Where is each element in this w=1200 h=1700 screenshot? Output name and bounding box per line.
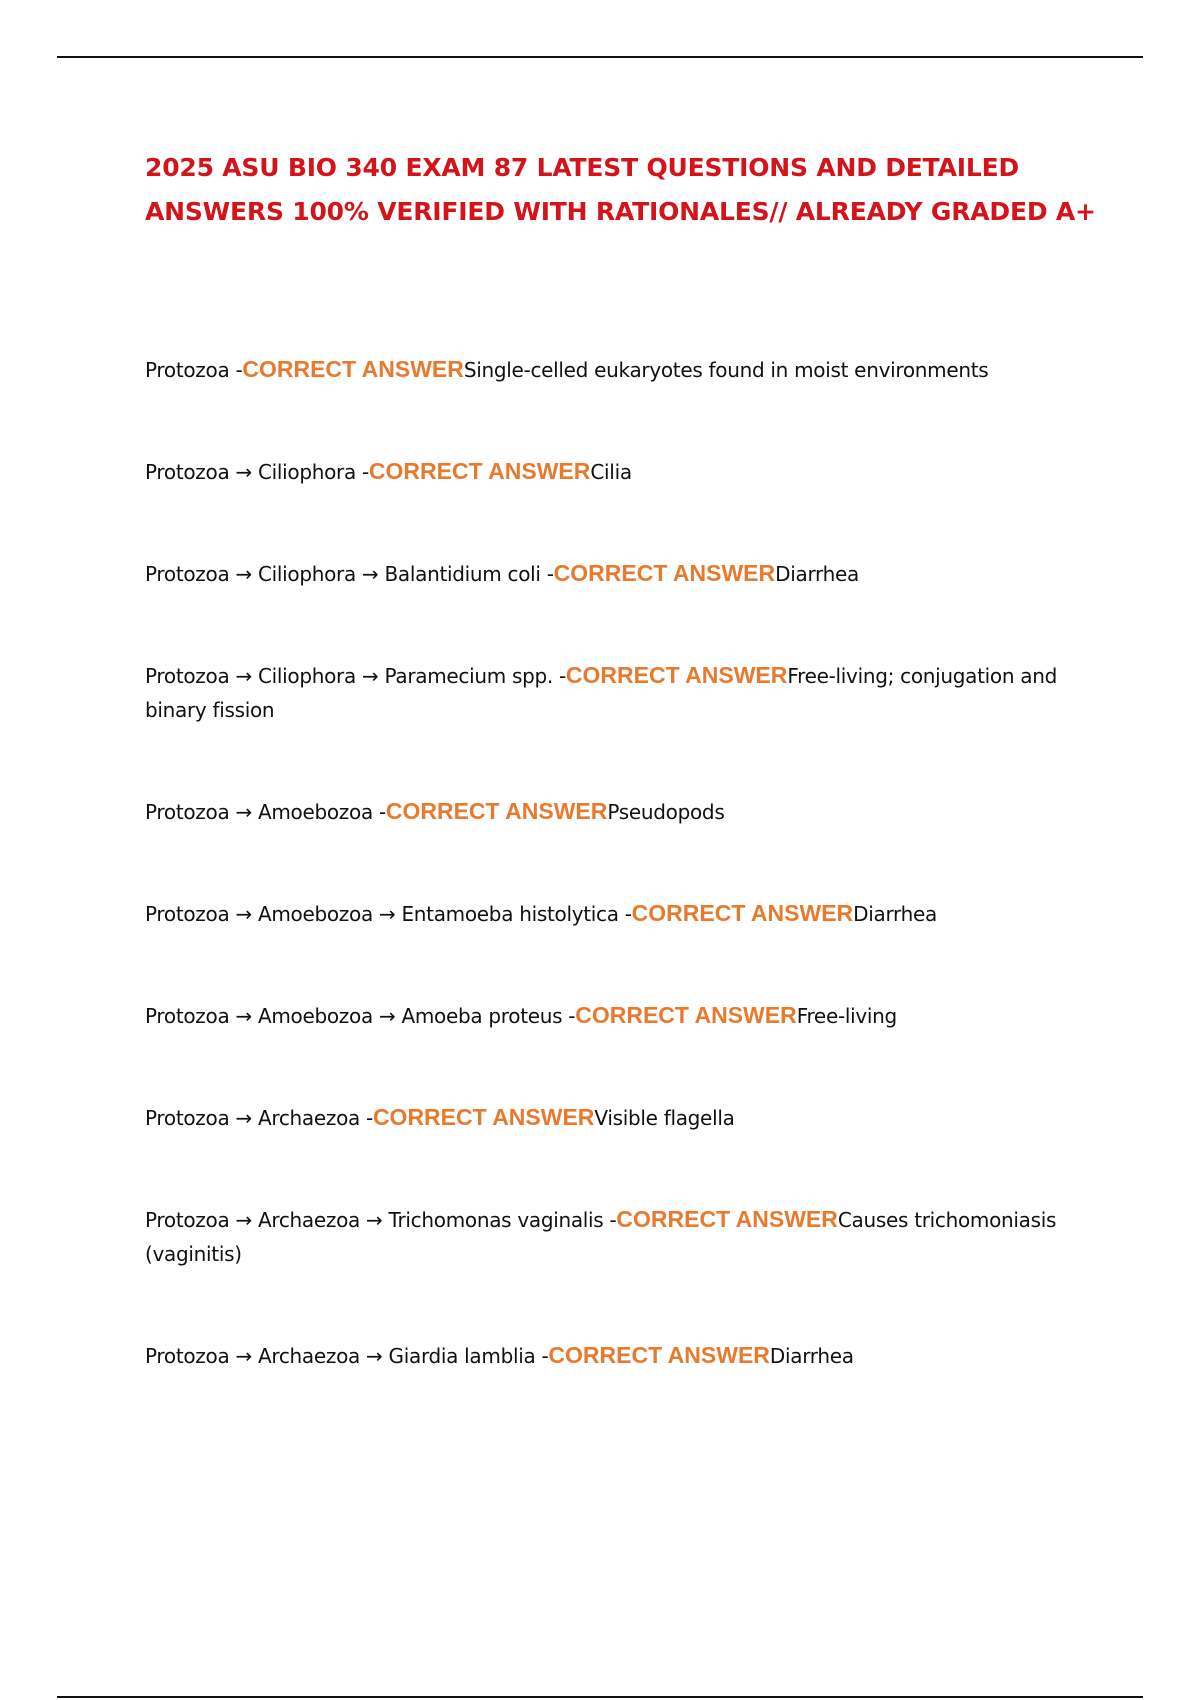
answer-text: Diarrhea (853, 902, 937, 926)
correct-answer-marker: CORRECT ANSWER (616, 1206, 838, 1232)
correct-answer-marker: CORRECT ANSWER (242, 356, 464, 382)
answer-text: Cilia (590, 460, 632, 484)
qa-item (145, 794, 1095, 829)
qa-item (145, 352, 1095, 387)
question-text: Protozoa → Ciliophora → Balantidium coli - (145, 562, 554, 586)
correct-answer-marker: CORRECT ANSWER (553, 560, 776, 586)
qa-item (145, 556, 1095, 591)
question-text: Protozoa → Archaezoa → Trichomonas vaginalis - (145, 1208, 617, 1232)
correct-answer-marker: CORRECT ANSWER (548, 1342, 770, 1368)
question-text: Protozoa → Amoebozoa → Entamoeba histolytica - (145, 902, 632, 926)
question-text: Protozoa → Archaezoa - (145, 1106, 373, 1130)
answer-text: Causes trichomoniasis (vaginitis) (145, 1208, 1057, 1266)
header-rule (57, 56, 1143, 58)
qa-item (145, 454, 1095, 489)
answer-text: Diarrhea (775, 562, 859, 586)
answer-text: Free-living; conjugation and binary fission (145, 664, 1058, 722)
correct-answer-marker: CORRECT ANSWER (565, 662, 788, 688)
question-text: Protozoa → Ciliophora → Paramecium spp. - (145, 664, 566, 688)
correct-answer-marker: CORRECT ANSWER (631, 900, 854, 926)
correct-answer-marker: CORRECT ANSWER (575, 1002, 797, 1028)
question-text: Protozoa - (145, 358, 243, 382)
answer-text: Single-celled eukaryotes found in moist environments (463, 358, 989, 382)
answer-text: Free-living (796, 1004, 897, 1028)
answer-text: Visible flagella (594, 1106, 735, 1130)
answer-text: Diarrhea (769, 1344, 854, 1368)
qa-item (145, 896, 1095, 931)
answer-text: Pseudopods (607, 800, 725, 824)
qa-item (145, 1338, 1095, 1373)
qa-item (145, 1202, 1095, 1271)
correct-answer-marker: CORRECT ANSWER (385, 798, 608, 824)
question-text: Protozoa → Ciliophora - (145, 460, 369, 484)
qa-item (145, 1100, 1095, 1135)
question-text: Protozoa → Archaezoa → Giardia lamblia - (145, 1344, 549, 1368)
qa-item (145, 998, 1095, 1033)
qa-list (145, 352, 1095, 1373)
qa-item (145, 658, 1095, 727)
correct-answer-marker: CORRECT ANSWER (372, 1104, 595, 1130)
document-title: 2025 ASU BIO 340 EXAM 87 LATEST QUESTIONS AND DETAILED ANSWERS 100% VERIFIED WITH RATIONALES// ALREADY GRADED A+ (145, 153, 1096, 226)
correct-answer-marker: CORRECT ANSWER (368, 458, 591, 484)
question-text: Protozoa → Amoebozoa → Amoeba proteus - (145, 1004, 576, 1028)
question-text: Protozoa → Amoebozoa - (145, 800, 386, 824)
footer-rule (57, 1696, 1143, 1698)
